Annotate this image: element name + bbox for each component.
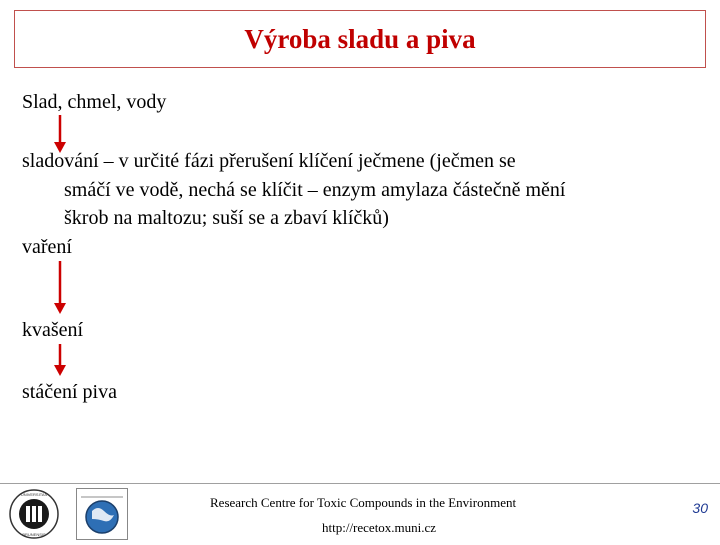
- page-number: 30: [692, 500, 708, 516]
- footer-org-name: Research Centre for Toxic Compounds in the Environment: [210, 495, 517, 510]
- text-line-bottling: stáčení piva: [22, 381, 117, 403]
- title-box: [14, 10, 706, 68]
- text-line-fermentation: kvašení: [22, 319, 84, 341]
- text-line-malting: sladování – v určité fázi přerušení klíčení ječmene (ječmen se: [22, 150, 516, 172]
- slide-title: Výroba sladu a piva: [244, 23, 476, 54]
- down-arrow-icon: [52, 344, 68, 376]
- recetox-logo: [76, 488, 128, 540]
- svg-text:UNIVERSITAS: UNIVERSITAS: [20, 492, 48, 497]
- text-line-ingredients: Slad, chmel, vody: [22, 91, 167, 113]
- text-line-malting-cont-1: smáčí ve vodě, nechá se klíčit – enzym amylaza částečně mění: [64, 179, 566, 201]
- muni-logo: [8, 488, 60, 540]
- globe-icon: [77, 489, 127, 539]
- muni-seal-icon: [8, 488, 60, 540]
- footer-divider: [0, 483, 720, 484]
- footer-url[interactable]: http://recetox.muni.cz: [322, 520, 437, 535]
- down-arrow-icon: [52, 261, 68, 314]
- text-line-malting-cont-2: škrob na maltozu; suší se a zbaví klíčků): [64, 207, 389, 229]
- text-line-boiling: vaření: [22, 236, 72, 258]
- svg-text:BRUNENSIS: BRUNENSIS: [22, 532, 46, 537]
